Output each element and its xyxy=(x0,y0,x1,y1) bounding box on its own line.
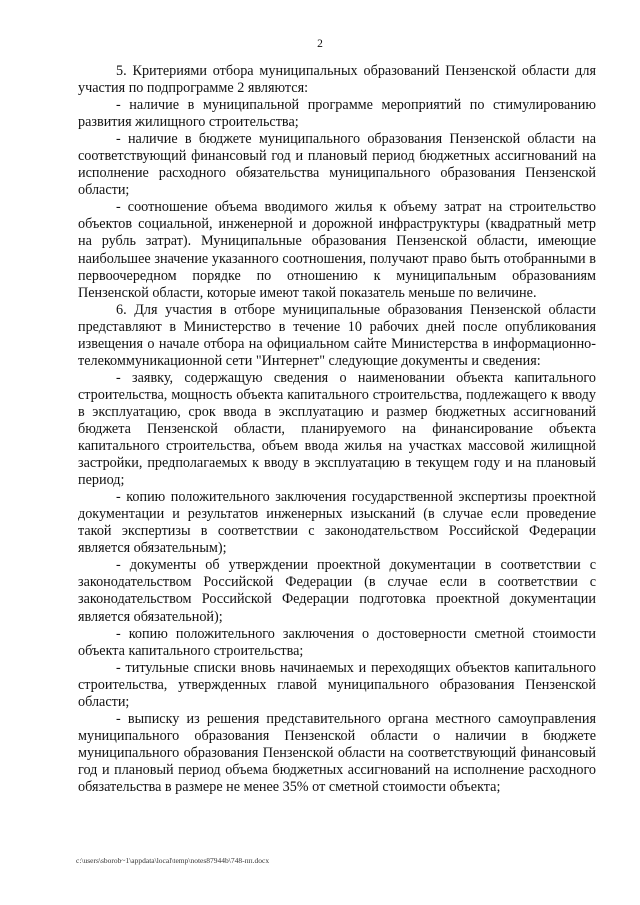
paragraph-criterion-program: - наличие в муниципальной программе мероприятий по стимулированию развития жилищного строительства; xyxy=(78,97,596,131)
paragraph-criteria-intro: 5. Критериями отбора муниципальных образований Пензенской области для участия по подпрограмме 2 являются: xyxy=(78,63,596,97)
paragraph-participation-intro: 6. Для участия в отборе муниципальные образования Пензенской области представляют в Министерство в течение 10 рабочих дней после опубликования извещения о начале отбора на официальном сайте Министерства в информационно-телекоммуникационной сети "Интернет" следующие документы и сведения: xyxy=(78,301,596,369)
page-number: 2 xyxy=(317,38,323,50)
paragraph-criterion-budget: - наличие в бюджете муниципального образования Пензенской области на соответствующий финансовый год и плановый период бюджетных ассигнований на исполнение расходного обязательства муниципального образования Пензенской области; xyxy=(78,131,596,199)
document-body xyxy=(78,63,596,796)
paragraph-doc-title-lists: - титульные списки вновь начинаемых и переходящих объектов капитального строительства, утвержденных главой муниципального образования Пензенской области; xyxy=(78,659,596,710)
paragraph-doc-approval: - документы об утверждении проектной документации в соответствии с законодательством Российской Федерации (в случае если в соответствии с законодательством Российской Федерации подготовка проектной документации является обязательной); xyxy=(78,557,596,625)
paragraph-doc-budget-extract: - выписку из решения представительного органа местного самоуправления муниципального образования Пензенской области о наличии в бюджете муниципального образования Пензенской области на соответствующий финансовый год и плановый период объема бюджетных ассигнований на исполнение расходного обязательства в размере не менее 35% от сметной стоимости объекта; xyxy=(78,710,596,795)
paragraph-doc-expertise: - копию положительного заключения государственной экспертизы проектной документации и результатов инженерных изысканий (в случае если проведение такой экспертизы в соответствии с законодательством Российской Федерации является обязательным); xyxy=(78,489,596,557)
paragraph-doc-application: - заявку, содержащую сведения о наименовании объекта капитального строительства, мощность объекта капитального строительства, подлежащего к вводу в эксплуатацию, срок ввода в эксплуатацию и размер бюджетных ассигнований бюджета Пензенской области, планируемого на финансирование объекта капитального строительства, объем ввода жилья на участках массовой жилищной застройки, предполагаемых к вводу в эксплуатацию в текущем году и на плановый период; xyxy=(78,369,596,489)
footer-file-path: c:\users\sborob~1\appdata\local\temp\notes87944b\748-пп.docx xyxy=(76,856,270,865)
paragraph-doc-estimate: - копию положительного заключения о достоверности сметной стоимости объекта капитального строительства; xyxy=(78,625,596,659)
paragraph-criterion-ratio: - соотношение объема вводимого жилья к объему затрат на строительство объектов социальной, инженерной и дорожной инфраструктуры (квадратный метр на рубль затрат). Муниципальные образования Пензенской области, имеющие наибольшее значение указанного соотношения, получают право быть отобранными в первоочередном порядке по отношению к муниципальным образованиям Пензенской области, которые имеют такой показатель меньше по величине. xyxy=(78,199,596,301)
